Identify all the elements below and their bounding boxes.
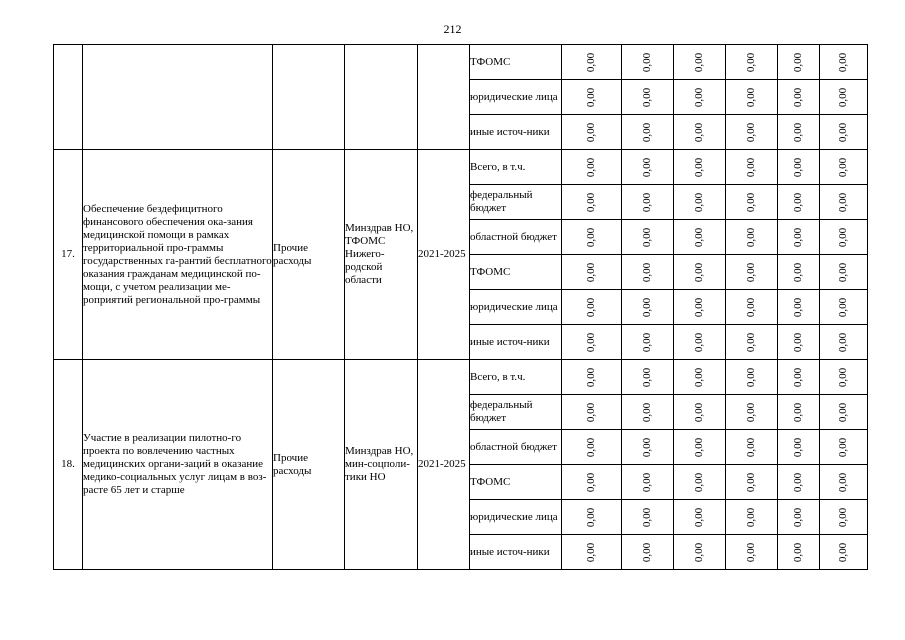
empty-cell <box>418 45 470 150</box>
value-cell <box>674 80 726 115</box>
table-row <box>54 360 868 395</box>
value-text: 0,00 <box>745 297 757 317</box>
value-text: 0,00 <box>837 542 849 562</box>
value-cell <box>726 395 778 430</box>
value-cell <box>726 150 778 185</box>
value-cell <box>820 325 868 360</box>
value-cell <box>674 535 726 570</box>
value-text: 0,00 <box>585 332 597 352</box>
value-cell <box>778 465 820 500</box>
value-cell <box>778 360 820 395</box>
value-cell <box>726 535 778 570</box>
value-text: 0,00 <box>585 52 597 72</box>
value-cell <box>622 80 674 115</box>
value-text: 0,00 <box>745 367 757 387</box>
expense-type: Прочие расходы <box>273 150 345 360</box>
value-text: 0,00 <box>745 472 757 492</box>
value-cell <box>820 535 868 570</box>
value-text: 0,00 <box>792 472 804 492</box>
value-text: 0,00 <box>641 192 653 212</box>
value-text: 0,00 <box>792 402 804 422</box>
value-cell <box>778 45 820 80</box>
value-text: 0,00 <box>641 262 653 282</box>
value-cell <box>562 325 622 360</box>
period: 2021-2025 <box>418 150 470 360</box>
value-cell <box>674 255 726 290</box>
value-text: 0,00 <box>693 402 705 422</box>
value-text: 0,00 <box>837 52 849 72</box>
item-number: 17. <box>54 150 83 360</box>
value-text: 0,00 <box>641 402 653 422</box>
value-text: 0,00 <box>693 192 705 212</box>
value-cell <box>820 395 868 430</box>
value-text: 0,00 <box>837 297 849 317</box>
funding-source: юридические лица <box>470 290 562 325</box>
value-text: 0,00 <box>792 87 804 107</box>
value-cell <box>674 430 726 465</box>
value-cell <box>562 45 622 80</box>
value-text: 0,00 <box>837 262 849 282</box>
value-cell <box>820 80 868 115</box>
value-cell <box>562 395 622 430</box>
value-text: 0,00 <box>641 542 653 562</box>
value-cell <box>820 255 868 290</box>
value-text: 0,00 <box>693 297 705 317</box>
value-cell <box>778 290 820 325</box>
table-row <box>54 45 868 80</box>
value-cell <box>820 290 868 325</box>
value-text: 0,00 <box>792 52 804 72</box>
value-text: 0,00 <box>792 192 804 212</box>
value-cell <box>674 360 726 395</box>
value-cell <box>674 465 726 500</box>
value-text: 0,00 <box>745 157 757 177</box>
value-cell <box>562 115 622 150</box>
value-cell <box>562 220 622 255</box>
value-text: 0,00 <box>641 122 653 142</box>
value-text: 0,00 <box>585 297 597 317</box>
value-cell <box>562 500 622 535</box>
funding-source: иные источ-ники <box>470 325 562 360</box>
item-number: 18. <box>54 360 83 570</box>
value-text: 0,00 <box>641 332 653 352</box>
value-cell <box>726 220 778 255</box>
value-cell <box>674 325 726 360</box>
value-text: 0,00 <box>693 227 705 247</box>
value-cell <box>778 150 820 185</box>
value-text: 0,00 <box>837 332 849 352</box>
funding-source: областной бюджет <box>470 430 562 465</box>
value-cell <box>726 80 778 115</box>
value-text: 0,00 <box>837 472 849 492</box>
value-cell <box>674 500 726 535</box>
value-cell <box>820 115 868 150</box>
value-text: 0,00 <box>837 157 849 177</box>
table-row <box>54 150 868 185</box>
value-text: 0,00 <box>837 227 849 247</box>
value-cell <box>726 500 778 535</box>
value-cell <box>820 360 868 395</box>
value-cell <box>726 290 778 325</box>
value-text: 0,00 <box>837 507 849 527</box>
value-text: 0,00 <box>641 87 653 107</box>
value-cell <box>674 45 726 80</box>
value-cell <box>562 360 622 395</box>
value-text: 0,00 <box>641 227 653 247</box>
value-text: 0,00 <box>792 367 804 387</box>
value-cell <box>820 185 868 220</box>
value-cell <box>622 465 674 500</box>
value-cell <box>726 465 778 500</box>
value-text: 0,00 <box>792 262 804 282</box>
value-cell <box>820 465 868 500</box>
value-text: 0,00 <box>792 227 804 247</box>
value-text: 0,00 <box>792 542 804 562</box>
value-cell <box>622 430 674 465</box>
funding-source: федеральный бюджет <box>470 185 562 220</box>
funding-source: юридические лица <box>470 500 562 535</box>
value-text: 0,00 <box>585 367 597 387</box>
value-cell <box>674 115 726 150</box>
value-text: 0,00 <box>641 507 653 527</box>
value-text: 0,00 <box>745 262 757 282</box>
value-text: 0,00 <box>585 542 597 562</box>
value-text: 0,00 <box>641 157 653 177</box>
period: 2021-2025 <box>418 360 470 570</box>
item-description: Обеспечение бездефицитного финансового обеспечения ока-зания медицинской помощи в рамках территориальной про-граммы государственных га-рантий бесплатного оказания гражданам медицинской по-мощи, с учетом реализации ме-роприятий региональной про-граммы <box>83 150 273 360</box>
value-text: 0,00 <box>837 402 849 422</box>
funding-source: ТФОМС <box>470 45 562 80</box>
value-cell <box>674 220 726 255</box>
value-cell <box>778 185 820 220</box>
value-text: 0,00 <box>745 402 757 422</box>
value-cell <box>726 45 778 80</box>
value-text: 0,00 <box>693 542 705 562</box>
value-text: 0,00 <box>745 52 757 72</box>
value-text: 0,00 <box>837 192 849 212</box>
value-cell <box>726 325 778 360</box>
value-cell <box>820 430 868 465</box>
value-cell <box>778 220 820 255</box>
value-text: 0,00 <box>745 507 757 527</box>
value-text: 0,00 <box>792 297 804 317</box>
value-text: 0,00 <box>585 87 597 107</box>
item-description: Участие в реализации пилотно-го проекта по вовлечению частных медицинских органи-заций в оказание медико-социальных услуг лицам в воз-расте 65 лет и старше <box>83 360 273 570</box>
value-cell <box>622 255 674 290</box>
value-cell <box>820 220 868 255</box>
executor: Минздрав НО, мин-соцполи-тики НО <box>345 360 418 570</box>
value-text: 0,00 <box>745 332 757 352</box>
value-cell <box>674 395 726 430</box>
value-cell <box>674 185 726 220</box>
value-text: 0,00 <box>693 507 705 527</box>
value-cell <box>778 500 820 535</box>
value-cell <box>778 430 820 465</box>
value-cell <box>622 290 674 325</box>
value-cell <box>622 500 674 535</box>
empty-cell <box>345 45 418 150</box>
value-cell <box>562 185 622 220</box>
value-text: 0,00 <box>585 192 597 212</box>
funding-source: юридические лица <box>470 80 562 115</box>
empty-cell <box>273 45 345 150</box>
value-text: 0,00 <box>792 437 804 457</box>
value-cell <box>820 500 868 535</box>
value-cell <box>562 255 622 290</box>
funding-source: областной бюджет <box>470 220 562 255</box>
value-text: 0,00 <box>745 192 757 212</box>
value-text: 0,00 <box>585 122 597 142</box>
value-text: 0,00 <box>693 87 705 107</box>
value-cell <box>562 150 622 185</box>
funding-source: ТФОМС <box>470 255 562 290</box>
value-cell <box>778 535 820 570</box>
value-text: 0,00 <box>745 227 757 247</box>
value-text: 0,00 <box>693 472 705 492</box>
funding-source: иные источ-ники <box>470 535 562 570</box>
value-text: 0,00 <box>693 157 705 177</box>
value-cell <box>622 535 674 570</box>
value-text: 0,00 <box>792 332 804 352</box>
funding-source: иные источ-ники <box>470 115 562 150</box>
table-body <box>54 45 868 570</box>
empty-cell <box>54 45 83 150</box>
value-cell <box>622 185 674 220</box>
value-text: 0,00 <box>837 87 849 107</box>
value-text: 0,00 <box>641 437 653 457</box>
funding-source: федеральный бюджет <box>470 395 562 430</box>
value-text: 0,00 <box>585 402 597 422</box>
value-cell <box>562 465 622 500</box>
value-text: 0,00 <box>745 542 757 562</box>
value-cell <box>778 115 820 150</box>
value-cell <box>674 150 726 185</box>
executor: Минздрав НО, ТФОМС Нижего-родской области <box>345 150 418 360</box>
value-cell <box>622 360 674 395</box>
value-cell <box>562 290 622 325</box>
value-cell <box>562 535 622 570</box>
funding-source: ТФОМС <box>470 465 562 500</box>
value-cell <box>778 255 820 290</box>
value-cell <box>622 395 674 430</box>
page-number: 212 <box>443 22 462 36</box>
value-text: 0,00 <box>641 52 653 72</box>
value-text: 0,00 <box>585 472 597 492</box>
value-cell <box>778 80 820 115</box>
value-cell <box>778 325 820 360</box>
value-cell <box>622 115 674 150</box>
value-cell <box>562 80 622 115</box>
value-text: 0,00 <box>745 437 757 457</box>
value-cell <box>622 325 674 360</box>
value-text: 0,00 <box>792 157 804 177</box>
budget-table <box>53 44 868 570</box>
value-text: 0,00 <box>585 227 597 247</box>
value-text: 0,00 <box>837 367 849 387</box>
funding-source: Всего, в т.ч. <box>470 150 562 185</box>
value-cell <box>778 395 820 430</box>
value-cell <box>726 360 778 395</box>
value-cell <box>820 150 868 185</box>
value-text: 0,00 <box>693 332 705 352</box>
value-text: 0,00 <box>641 297 653 317</box>
value-cell <box>622 45 674 80</box>
value-text: 0,00 <box>745 122 757 142</box>
value-text: 0,00 <box>745 87 757 107</box>
value-cell <box>726 115 778 150</box>
value-text: 0,00 <box>585 437 597 457</box>
value-cell <box>726 185 778 220</box>
value-cell <box>820 45 868 80</box>
value-text: 0,00 <box>693 122 705 142</box>
value-text: 0,00 <box>693 367 705 387</box>
value-text: 0,00 <box>585 262 597 282</box>
value-text: 0,00 <box>693 437 705 457</box>
value-cell <box>562 430 622 465</box>
empty-cell <box>83 45 273 150</box>
value-text: 0,00 <box>792 507 804 527</box>
value-text: 0,00 <box>792 122 804 142</box>
value-text: 0,00 <box>585 157 597 177</box>
value-cell <box>726 430 778 465</box>
value-text: 0,00 <box>837 122 849 142</box>
value-cell <box>622 220 674 255</box>
value-text: 0,00 <box>585 507 597 527</box>
value-cell <box>622 150 674 185</box>
value-text: 0,00 <box>837 437 849 457</box>
expense-type: Прочие расходы <box>273 360 345 570</box>
value-cell <box>726 255 778 290</box>
value-cell <box>674 290 726 325</box>
value-text: 0,00 <box>641 472 653 492</box>
value-text: 0,00 <box>693 262 705 282</box>
value-text: 0,00 <box>641 367 653 387</box>
funding-source: Всего, в т.ч. <box>470 360 562 395</box>
value-text: 0,00 <box>693 52 705 72</box>
